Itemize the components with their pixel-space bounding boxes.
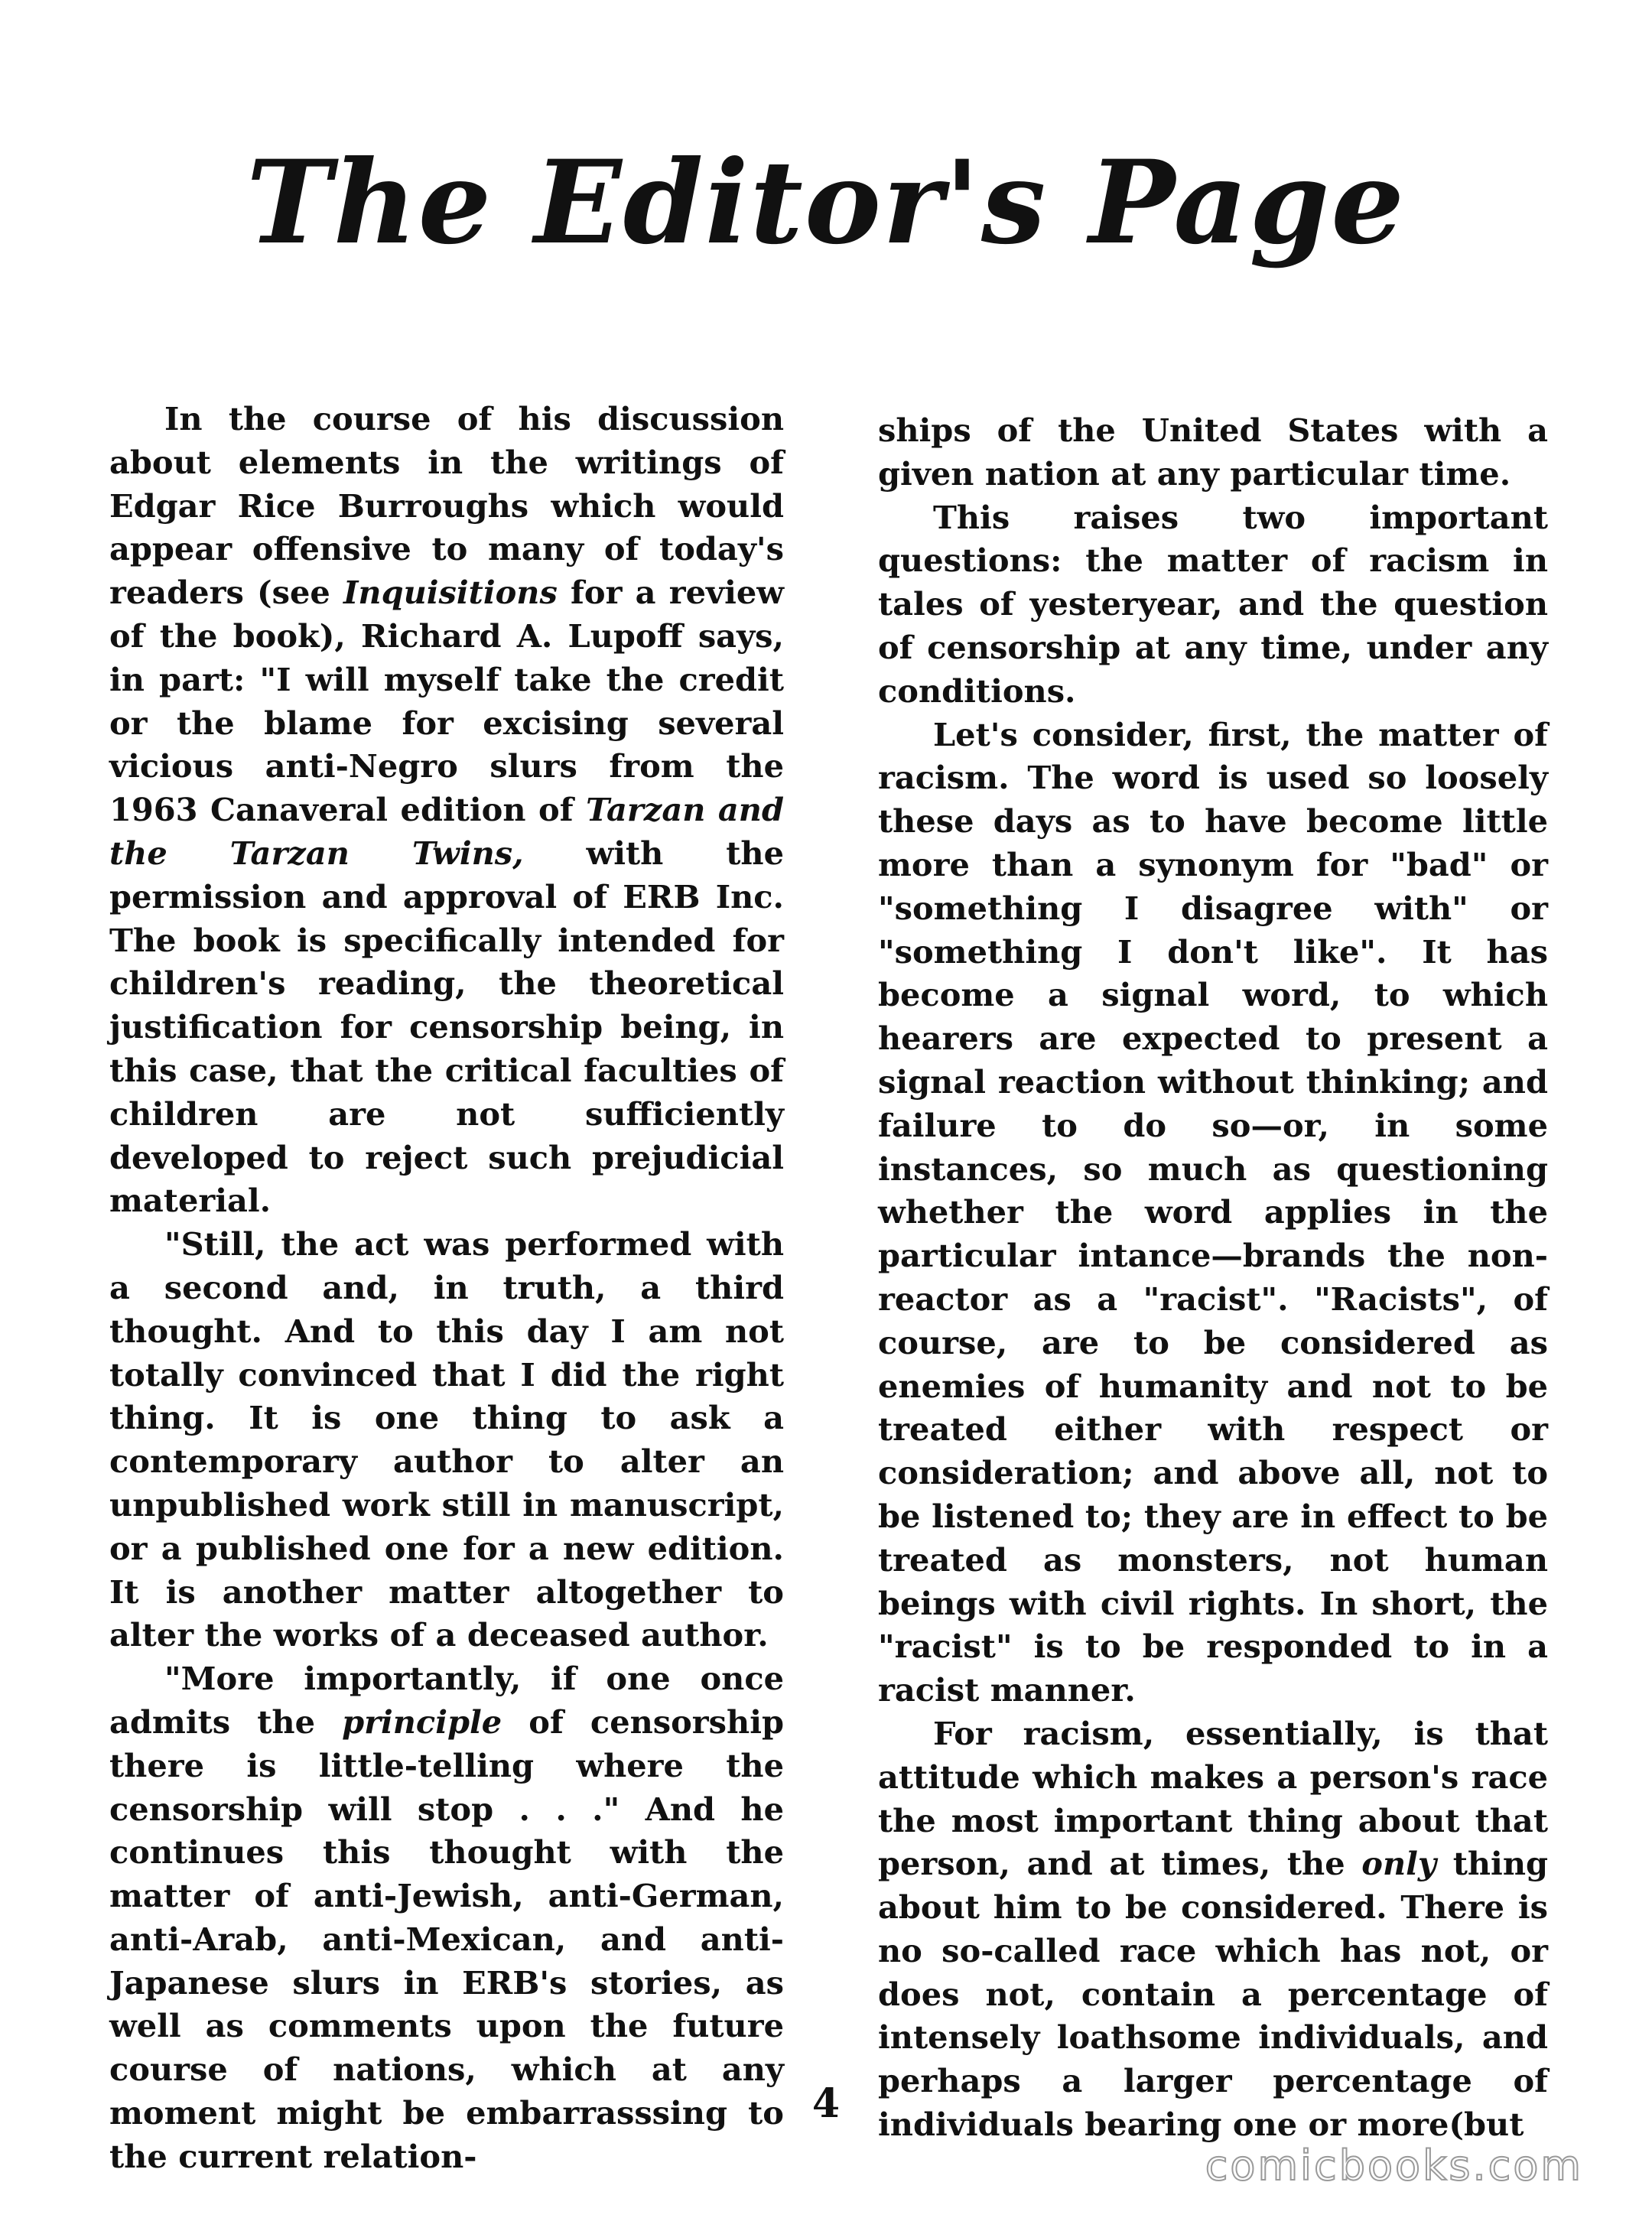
paragraph-text: thing about him to be considered. There is no so-called race which has not, or does not, contain a percentage of intensely loathsome individuals, and perhaps a larger percentage of individuals bearing one or more(but [878, 1845, 1549, 2144]
paragraph-text: "More importantly, if one once admits the [109, 1660, 784, 1741]
page-title: The Editor's Page [246, 135, 1406, 270]
book-title: Inquisitions [343, 574, 558, 612]
paragraph [109, 398, 784, 1223]
paragraph: "Still, the act was performed with a second and, in truth, a third thought. And to this day I am not totally convinced that I did the right thing. It is one thing to ask a contemporary author to alter an unpublished work still in manuscript, or a published one for a new edition. It is another matter altogether to alter the works of a deceased author. [109, 1225, 784, 1654]
paragraph-text: In the course of his discussion about elements in the writings of Edgar Rice Burroughs which would appear offensive to many of today's readers (see [109, 400, 784, 612]
emphasis: only [1361, 1845, 1437, 1883]
paragraph: This raises two important questions: the matter of racism in tales of yesteryear, and the question of censorship at any time, under any conditions. [878, 498, 1548, 710]
left-column [109, 398, 784, 2179]
paragraph-text: of censorship there is little-telling where the censorship will stop . . ." And he continues this thought with the matter of anti-Jewish, anti-German, anti-Arab, anti-Mexican, and anti-Japanese slurs in ERB's stories, as well as comments upon the future course of nations, which at any moment might be embarrasssing to the current relation- [109, 1703, 784, 2175]
right-column [878, 409, 1548, 2147]
paragraph-continuation: ships of the United States with a given nation at any particular time. [878, 411, 1548, 493]
paragraph-text: with the permission and approval of ERB Inc. The book is specifically intended for children's reading, the theoretical justification for censorship being, in this case, that the critical faculties of children are not sufficiently developed to reject such prejudicial material. [109, 834, 784, 1220]
paragraph: Let's consider, first, the matter of racism. The word is used so loosely these days as to have become little more than a synonym for "bad" or "something I disagree with" or "something I don't like". It has become a signal word, to which hearers are expected to present a signal reaction without thinking; and failure to do so—or, in some instances, so much as questioning whether the word applies in the particular intance—brands the non-reactor as a "racist". "Racists", of course, are to be considered as enemies of humanity and not to be treated either with respect or consideration; and above all, not to be listened to; they are in effect to be treated as monsters, not human beings with civil rights. In short, the "racist" is to be responded to in a racist manner. [878, 715, 1548, 1709]
book-title: Tarzan and the Tarzan Twins, [109, 791, 784, 872]
paragraph-text: For racism, essentially, is that attitude which makes a person's race the most important thing about that person, and at times, the [878, 1714, 1548, 1883]
watermark: comicbooks.com [1205, 2142, 1583, 2190]
paragraph-text: for a review of the book), Richard A. Lupoff says, in part: "I will myself take the credit or the blame for excising several vicious anti-Negro slurs from the 1963 Canaveral edition of [109, 574, 784, 829]
emphasis: principle [342, 1703, 502, 1741]
page-number: 4 [811, 2080, 841, 2127]
